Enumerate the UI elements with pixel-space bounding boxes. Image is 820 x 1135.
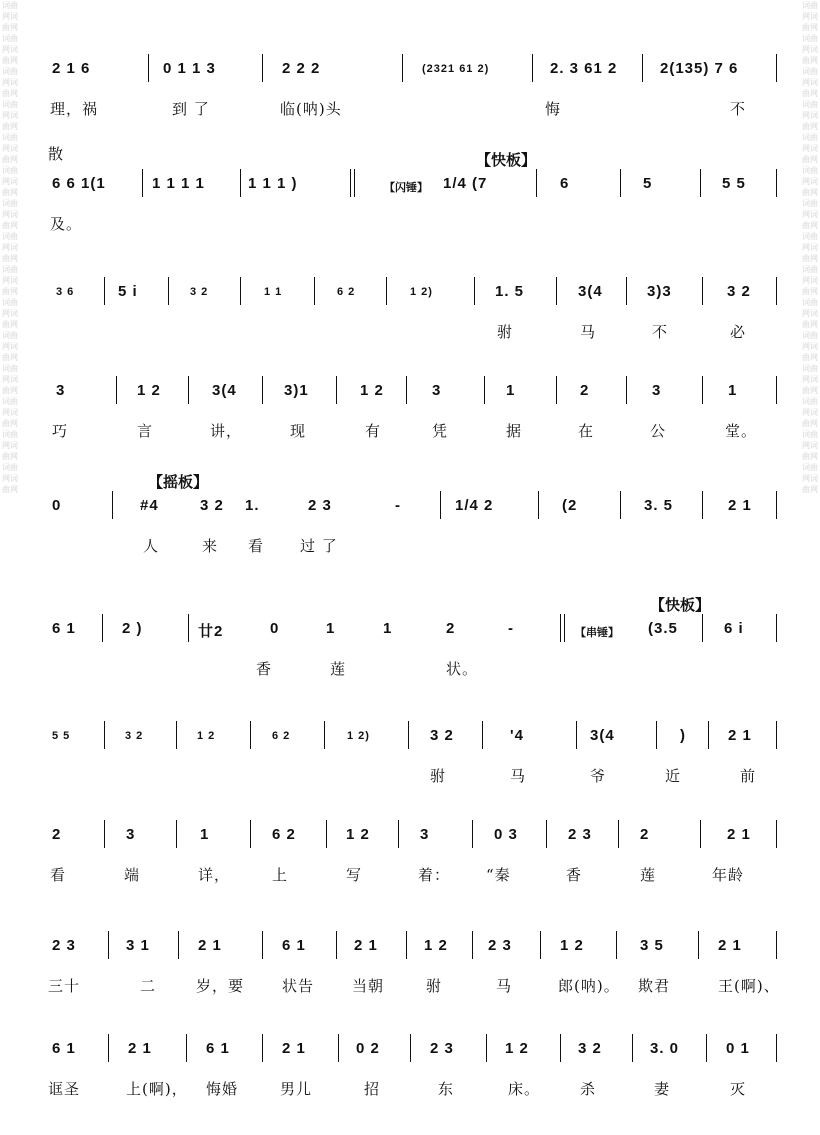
bar-line <box>484 376 485 404</box>
tempo-tag: 【摇板】 <box>148 473 209 491</box>
bar-line <box>104 820 105 848</box>
note-group: 3)3 <box>647 283 672 300</box>
bar-line <box>536 169 537 197</box>
top-lyric: 散 <box>48 145 65 163</box>
lyric: 驸 <box>497 323 514 341</box>
note-group: 2 1 <box>198 937 222 954</box>
bar-line <box>702 614 703 642</box>
bar-line <box>350 169 355 197</box>
note-group: 0 3 <box>494 826 518 843</box>
note-group: 6 <box>560 175 570 192</box>
note-group: 0 2 <box>356 1040 380 1057</box>
note-group: 2 1 <box>727 826 751 843</box>
note-group: 3 <box>432 382 442 399</box>
note-group: 6 2 <box>337 286 356 298</box>
note-group: 2 1 <box>354 937 378 954</box>
note-group: 2 3 <box>308 497 332 514</box>
note-group: 1. 5 <box>495 283 525 300</box>
lyric: 讲， <box>210 422 243 440</box>
note-group: 1 <box>728 382 738 399</box>
note-group: 3)1 <box>284 382 309 399</box>
note-group: 0 1 <box>726 1040 750 1057</box>
bar-line <box>176 820 177 848</box>
bar-line <box>656 721 657 749</box>
bar-line <box>176 721 177 749</box>
note-group: 3 2 <box>125 730 144 742</box>
lyric: 二 <box>140 977 157 995</box>
note-group: 1/4 2 <box>455 497 494 514</box>
bar-line <box>776 169 777 197</box>
bar-line <box>250 721 251 749</box>
bar-line <box>398 820 399 848</box>
bar-line <box>186 1034 187 1062</box>
note-group: 1 2 <box>560 937 584 954</box>
lyric: 悔 <box>545 100 562 118</box>
note-group: 6 2 <box>272 730 291 742</box>
lyric: 年龄 <box>712 866 745 884</box>
bar-line <box>620 491 621 519</box>
note-group: #4 <box>140 497 159 514</box>
lyric: 当朝 <box>352 977 385 995</box>
lyric: 杀 <box>580 1080 597 1098</box>
lyric: 悔婚 <box>206 1080 239 1098</box>
note-group: (3.5 <box>648 620 678 637</box>
note-group: 3 <box>126 826 136 843</box>
note-group: 2 3 <box>430 1040 454 1057</box>
lyric: 在 <box>578 422 595 440</box>
note-group: 3 <box>652 382 662 399</box>
note-group: 1 1 <box>264 286 283 298</box>
note-group: 1 2) <box>410 286 433 298</box>
note-group: 1 2 <box>197 730 216 742</box>
bar-line <box>262 931 263 959</box>
lyric: 床。 <box>508 1080 541 1098</box>
note-group: 2 <box>580 382 590 399</box>
bar-line <box>440 491 441 519</box>
bar-line <box>620 169 621 197</box>
lyric: 及。 <box>50 215 83 233</box>
lyric: 郎(呐)。 <box>558 977 620 995</box>
lyric: 马 <box>580 323 597 341</box>
note-group: '4 <box>510 727 524 744</box>
bar-line <box>142 169 143 197</box>
note-group: 3 <box>56 382 66 399</box>
bar-line <box>338 1034 339 1062</box>
note-group: 6 6 1(1 <box>52 175 106 192</box>
lyric: 详， <box>198 866 231 884</box>
note-group: 2 1 <box>282 1040 306 1057</box>
note-group: 3 2 <box>200 497 224 514</box>
lyric: 言 <box>137 422 154 440</box>
bar-line <box>240 277 241 305</box>
bar-line <box>706 1034 707 1062</box>
lyric: 男儿 <box>280 1080 313 1098</box>
lyric: 状告 <box>282 977 315 995</box>
lyric: 马 <box>496 977 513 995</box>
lyric: 临(呐)头 <box>280 100 342 118</box>
lyric: 妻 <box>654 1080 671 1098</box>
bar-line <box>560 1034 561 1062</box>
note-group: 廿2 <box>198 623 224 640</box>
bar-line <box>336 376 337 404</box>
bar-line <box>168 277 169 305</box>
note-group: 3. 5 <box>644 497 674 514</box>
bar-line <box>698 931 699 959</box>
lyric: 现 <box>290 422 307 440</box>
lyric: 到 了 <box>172 100 210 118</box>
bar-line <box>108 931 109 959</box>
bar-line <box>188 614 189 642</box>
lyric: 王(啊)、 <box>718 977 780 995</box>
lyric: 驸 <box>430 767 447 785</box>
bar-line <box>178 931 179 959</box>
bar-line <box>386 277 387 305</box>
note-group: - <box>508 620 514 637</box>
note-group: 3 <box>420 826 430 843</box>
lyric: 香 <box>566 866 583 884</box>
note-group: 1. <box>245 497 260 514</box>
note-group: 3 2 <box>578 1040 602 1057</box>
note-group: 1 <box>506 382 516 399</box>
lyric: “秦 <box>486 866 511 884</box>
lyric: 莲 <box>640 866 657 884</box>
note-group: 1 2 <box>137 382 161 399</box>
bar-line <box>326 820 327 848</box>
lyric: 东 <box>438 1080 455 1098</box>
bar-line <box>776 1034 777 1062</box>
bar-line <box>108 1034 109 1062</box>
note-group: 2 3 <box>568 826 592 843</box>
note-group: 2 <box>52 826 62 843</box>
bar-line <box>540 931 541 959</box>
lyric: 前 <box>740 767 757 785</box>
bar-line <box>486 1034 487 1062</box>
bar-line <box>472 931 473 959</box>
lyric: 招 <box>364 1080 381 1098</box>
lyric: 近 <box>665 767 682 785</box>
lyric: 岁，要 <box>196 977 245 995</box>
bar-line <box>532 54 533 82</box>
lyric: 理，祸 <box>50 100 99 118</box>
note-group: 2 1 <box>128 1040 152 1057</box>
note-group: 2(135) 7 6 <box>660 60 739 77</box>
note-group: 3 1 <box>126 937 150 954</box>
bar-line <box>410 1034 411 1062</box>
lyric: 有 <box>365 422 382 440</box>
bar-line <box>556 376 557 404</box>
bar-line <box>642 54 643 82</box>
watermark-left: 词曲网词曲网词曲网词曲网词曲网词曲网词曲网词曲网词曲网词曲网词曲网词曲网词曲网词曲网词曲网词曲网词曲网词曲网词曲网词曲网词曲网词曲网词曲网词曲网词曲网词曲网词曲网词曲网词曲网词曲网 <box>2 1 18 494</box>
note-group: 2 2 2 <box>282 60 321 77</box>
percussion-tag: 【闪锤】 <box>384 181 428 194</box>
note-group: 6 1 <box>52 1040 76 1057</box>
percussion-tag: 【串锤】 <box>575 626 619 639</box>
lyric: 三十 <box>48 977 81 995</box>
note-group: 2 3 <box>52 937 76 954</box>
lyric: 不 <box>652 323 669 341</box>
bar-line <box>482 721 483 749</box>
lyric: 马 <box>510 767 527 785</box>
lyric: 莲 <box>330 660 347 678</box>
bar-line <box>702 491 703 519</box>
bar-line <box>618 820 619 848</box>
bar-line <box>336 931 337 959</box>
note-group: 0 <box>270 620 280 637</box>
note-group: 3(4 <box>590 727 615 744</box>
note-group: 1 2 <box>424 937 448 954</box>
lyric: 诓圣 <box>48 1080 81 1098</box>
bar-line <box>472 820 473 848</box>
note-group: 2 1 <box>728 727 752 744</box>
note-group: 2 <box>446 620 456 637</box>
lyric: 上(啊)， <box>126 1080 188 1098</box>
lyric: 过 了 <box>300 537 338 555</box>
note-group: 1 2 <box>360 382 384 399</box>
note-group: 1 <box>326 620 336 637</box>
bar-line <box>700 169 701 197</box>
lyric: 人 <box>143 537 160 555</box>
bar-line <box>104 277 105 305</box>
lyric: 不 <box>730 100 747 118</box>
note-group: 5 5 <box>52 730 71 742</box>
bar-line <box>148 54 149 82</box>
lyric: 写 <box>346 866 363 884</box>
note-group: 1 2) <box>347 730 370 742</box>
note-group: (2321 61 2) <box>422 63 490 75</box>
bar-line <box>776 721 777 749</box>
bar-line <box>250 820 251 848</box>
bar-line <box>112 491 113 519</box>
bar-line <box>776 820 777 848</box>
bar-line <box>262 1034 263 1062</box>
bar-line <box>616 931 617 959</box>
note-group: - <box>395 497 401 514</box>
bar-line <box>776 54 777 82</box>
note-group: 2 ) <box>122 620 143 637</box>
note-group: 6 1 <box>282 937 306 954</box>
bar-line <box>546 820 547 848</box>
note-group: ) <box>680 727 686 744</box>
note-group: 0 <box>52 497 62 514</box>
note-group: 3 5 <box>640 937 664 954</box>
lyric: 爷 <box>590 767 607 785</box>
lyric: 巧 <box>52 422 69 440</box>
lyric: 来 <box>202 537 219 555</box>
note-group: 1 <box>200 826 210 843</box>
lyric: 香 <box>256 660 273 678</box>
tempo-tag: 【快板】 <box>650 596 711 614</box>
watermark-right: 词曲网词曲网词曲网词曲网词曲网词曲网词曲网词曲网词曲网词曲网词曲网词曲网词曲网词曲网词曲网词曲网词曲网词曲网词曲网词曲网词曲网词曲网词曲网词曲网词曲网词曲网词曲网词曲网词曲网词曲网 <box>802 1 818 494</box>
bar-line <box>538 491 539 519</box>
note-group: (2 <box>562 497 578 514</box>
note-group: 3 2 <box>430 727 454 744</box>
bar-line <box>402 54 403 82</box>
bar-line <box>702 277 703 305</box>
lyric: 状。 <box>446 660 479 678</box>
note-group: 3 6 <box>56 286 75 298</box>
bar-line <box>776 376 777 404</box>
lyric: 凭 <box>432 422 449 440</box>
bar-line <box>102 614 103 642</box>
bar-line <box>406 376 407 404</box>
note-group: 3. 0 <box>650 1040 680 1057</box>
lyric: 驸 <box>426 977 443 995</box>
note-group: 2 3 <box>488 937 512 954</box>
note-group: 2 1 6 <box>52 60 91 77</box>
bar-line <box>776 491 777 519</box>
lyric: 看 <box>50 866 67 884</box>
note-group: 2. 3 61 2 <box>550 60 618 77</box>
bar-line <box>626 277 627 305</box>
lyric: 堂。 <box>725 422 758 440</box>
bar-line <box>708 721 709 749</box>
lyric: 灭 <box>730 1080 747 1098</box>
note-group: 3 2 <box>727 283 751 300</box>
tempo-tag: 【快板】 <box>476 151 537 169</box>
lyric: 看 <box>248 537 265 555</box>
bar-line <box>626 376 627 404</box>
lyric: 欺君 <box>638 977 671 995</box>
bar-line <box>556 277 557 305</box>
bar-line <box>632 1034 633 1062</box>
note-group: 3 2 <box>190 286 209 298</box>
note-group: 5 <box>643 175 653 192</box>
bar-line <box>262 376 263 404</box>
lyric: 上 <box>272 866 289 884</box>
note-group: 6 1 <box>206 1040 230 1057</box>
bar-line <box>104 721 105 749</box>
bar-line <box>776 277 777 305</box>
note-group: 2 1 <box>728 497 752 514</box>
note-group: 1 <box>383 620 393 637</box>
bar-line <box>776 931 777 959</box>
note-group: 5 5 <box>722 175 746 192</box>
note-group: 6 i <box>724 620 744 637</box>
bar-line <box>560 614 565 642</box>
note-group: 1 2 <box>346 826 370 843</box>
note-group: 2 1 <box>718 937 742 954</box>
bar-line <box>474 277 475 305</box>
bar-line <box>188 376 189 404</box>
note-group: 3(4 <box>578 283 603 300</box>
bar-line <box>240 169 241 197</box>
lyric: 公 <box>650 422 667 440</box>
bar-line <box>700 820 701 848</box>
note-group: 6 2 <box>272 826 296 843</box>
note-group: 2 <box>640 826 650 843</box>
lyric: 必 <box>730 323 747 341</box>
note-group: 5 i <box>118 283 138 300</box>
note-group: 6 1 <box>52 620 76 637</box>
note-group: 1 2 <box>505 1040 529 1057</box>
lyric: 据 <box>506 422 523 440</box>
note-group: 3(4 <box>212 382 237 399</box>
bar-line <box>702 376 703 404</box>
note-group: 1 1 1 ) <box>248 175 298 192</box>
bar-line <box>116 376 117 404</box>
note-group: 1 1 1 1 <box>152 175 205 192</box>
lyric: 着： <box>418 866 451 884</box>
bar-line <box>314 277 315 305</box>
bar-line <box>262 54 263 82</box>
bar-line <box>324 721 325 749</box>
bar-line <box>406 931 407 959</box>
bar-line <box>576 721 577 749</box>
note-group: 1/4 (7 <box>443 175 488 192</box>
note-group: 0 1 1 3 <box>163 60 216 77</box>
bar-line <box>776 614 777 642</box>
bar-line <box>408 721 409 749</box>
lyric: 端 <box>124 866 141 884</box>
